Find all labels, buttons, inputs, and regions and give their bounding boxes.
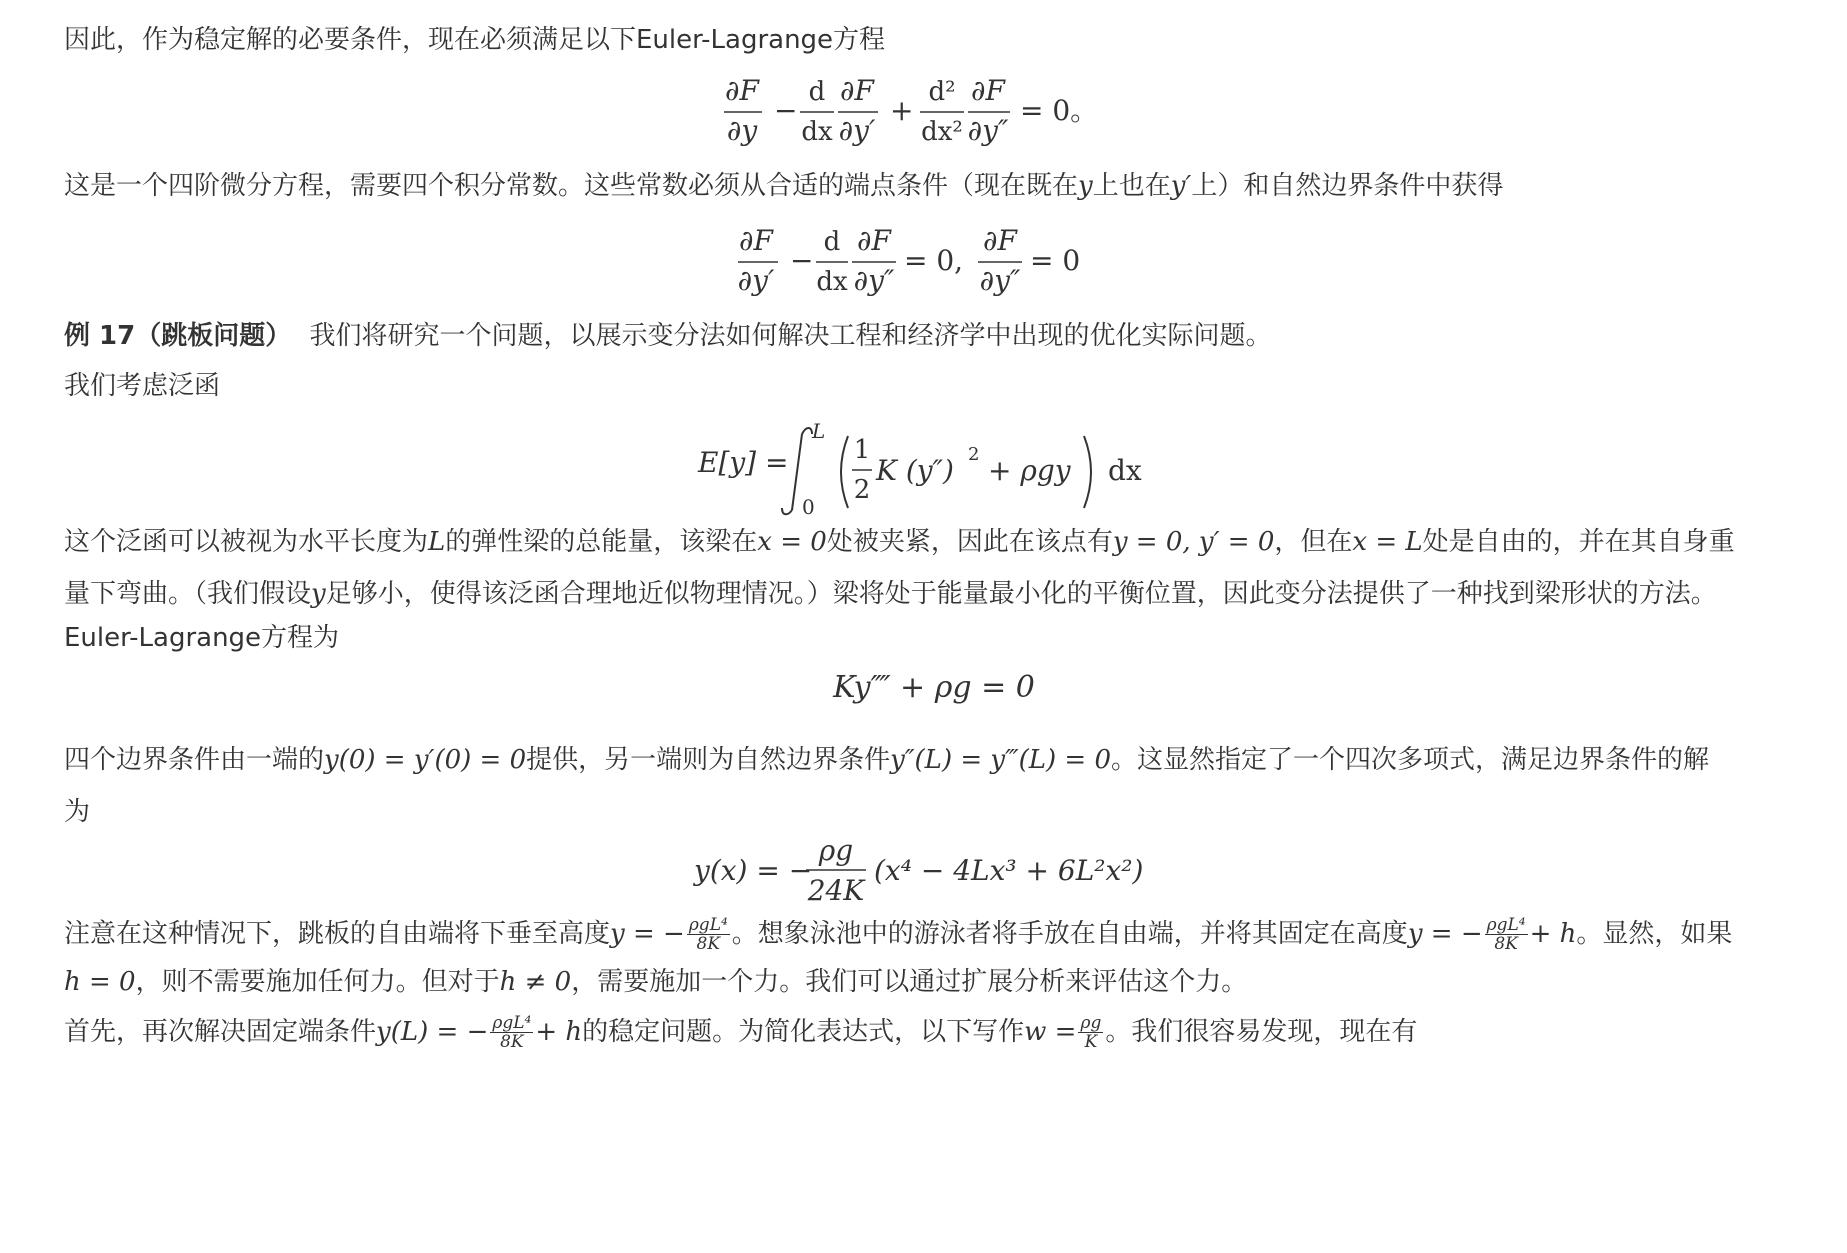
eq2-d-denominator: dx — [816, 267, 848, 297]
p7-height-den: 8K — [1494, 934, 1518, 954]
eq3-lhs: E[y] = — [698, 446, 789, 479]
intro-text: 因此，作为稳定解的必要条件，现在必须满足以下Euler-Lagrange方程 — [64, 25, 886, 55]
boundary-conditions-paragraph — [64, 734, 1794, 838]
eq1-term3-denominator: ∂y″ — [967, 114, 1009, 147]
eq2-a-denominator: ∂y′ — [737, 264, 775, 297]
eq1-minus: − — [774, 94, 798, 127]
example-17-paragraph — [64, 310, 1272, 362]
p8-height-den: 8K — [500, 1032, 524, 1052]
el-equation-label-text: Euler-Lagrange方程为 — [64, 623, 340, 653]
eq3-half-numerator: 1 — [853, 435, 871, 465]
p6-d: 为 — [64, 797, 91, 827]
eq1-plus: + — [890, 94, 914, 127]
p6-cond2: y″(L) = y‴(L) = 0 — [890, 745, 1112, 775]
eq3-lower-limit: 0 — [802, 495, 815, 519]
eq1-term2-numerator: ∂F — [840, 74, 874, 107]
p2-text-b: 上也在 — [1092, 171, 1171, 201]
p4-g: 足够小，使得该泛函合理地近似物理情况。）梁将处于能量最小化的平衡位置，因此变分法提供了一种找到梁形状的方法。 — [325, 579, 1717, 609]
p2-text-a: 这是一个四阶微分方程，需要四个积分常数。这些常数必须从合适的端点条件（现在既在 — [64, 171, 1079, 201]
eq1-term2-denominator: ∂y′ — [838, 114, 876, 147]
functional-intro-text: 我们考虑泛函 — [64, 371, 221, 401]
eq3-square: 2 — [968, 444, 980, 465]
p2-var-yprime: y′ — [1170, 171, 1192, 201]
p4-d: ，但在 — [1274, 527, 1353, 557]
natural-boundary-conditions — [736, 222, 1096, 302]
eq1-term1-denominator: ∂y — [726, 114, 758, 147]
eq3-upper-limit: L — [812, 419, 826, 443]
p8-w: w = — [1024, 1017, 1077, 1047]
p7-height-fraction — [1485, 916, 1528, 953]
fourth-order-paragraph — [64, 160, 1503, 212]
p7-f: ，需要施加一个力。我们可以通过扩展分析来评估这个力。 — [571, 967, 1248, 997]
p7-h0: h = 0 — [64, 967, 136, 997]
p7-sag-den: 8K — [696, 934, 721, 954]
eq5-denominator: 24K — [807, 874, 865, 907]
p7-b: 。想象泳池中的游泳者将手放在自由端，并将其固定在高度 — [731, 919, 1408, 949]
euler-lagrange-equation-4th-order — [722, 72, 1122, 152]
intro-paragraph — [64, 14, 885, 66]
springboard-force-paragraph — [64, 910, 1804, 1006]
eq1-d2-denominator: dx² — [921, 117, 963, 147]
eq3-dx: dx — [1108, 454, 1142, 487]
p7-d: 。显然，如果 — [1576, 919, 1733, 949]
eq3-rest: + ρgy — [988, 454, 1071, 487]
energy-functional-equation — [698, 420, 1158, 520]
eq2-equals-zero: = 0 — [1030, 244, 1081, 277]
eq3-body: K (y″) — [876, 454, 954, 487]
functional-intro — [64, 360, 220, 412]
el-equation-label — [64, 612, 339, 664]
eq2-minus: − — [790, 244, 814, 277]
p4-b: 的弹性梁的总能量，该梁在 — [445, 527, 758, 557]
eq1-term1-numerator: ∂F — [725, 74, 759, 107]
p7-y2: y = − — [1407, 919, 1483, 949]
beam-solution-equation — [694, 832, 1154, 912]
example-text: 我们将研究一个问题，以展示变分法如何解决工程和经济学中出现的优化实际问题。 — [309, 321, 1272, 351]
beam-description-paragraph — [64, 516, 1794, 620]
beam-el-equation-text: Ky⁗ + ρg = 0 — [833, 670, 1035, 705]
p2-var-y: y — [1078, 171, 1093, 201]
eq1-d-denominator: dx — [801, 117, 833, 147]
eq2-d-numerator: d — [823, 227, 841, 257]
eq2-equals-zero-comma: = 0, — [904, 244, 964, 277]
p4-c: 处被夹紧，因此在该点有 — [826, 527, 1113, 557]
p8-b: 的稳定问题。为简化表达式，以下写作 — [582, 1017, 1025, 1047]
p4-x0: x = 0 — [757, 527, 827, 557]
p2-text-c: 上）和自然边界条件中获得 — [1191, 171, 1504, 201]
p7-sag-num: ρgL⁴ — [688, 915, 728, 935]
p8-w-num: ρg — [1080, 1013, 1102, 1033]
eq1-d-numerator: d — [808, 77, 826, 107]
p4-f: 量下弯曲。（我们假设 — [64, 579, 312, 609]
p4-a: 这个泛函可以被视为水平长度为 — [64, 527, 429, 557]
p7-y1: y = − — [610, 919, 685, 949]
p8-w-den: K — [1084, 1032, 1098, 1052]
eq2-b-numerator: ∂F — [857, 224, 891, 257]
p6-c: 。这显然指定了一个四次多项式，满足边界条件的解 — [1111, 745, 1710, 775]
eq2-c-denominator: ∂y″ — [979, 264, 1021, 297]
eq2-a-numerator: ∂F — [739, 224, 773, 257]
example-label: 例 17（跳板问题） — [64, 321, 292, 351]
p4-L: L — [428, 527, 446, 557]
p8-c: 。我们很容易发现，现在有 — [1105, 1017, 1418, 1047]
eq3-half-denominator: 2 — [853, 475, 871, 505]
p7-plus-h: + h — [1529, 919, 1577, 949]
eq1-d2-numerator: d² — [928, 77, 956, 107]
p6-b: 提供，另一端则为自然边界条件 — [526, 745, 891, 775]
p8-w-fraction — [1078, 1014, 1103, 1051]
p6-a: 四个边界条件由一端的 — [64, 745, 325, 775]
p8-a: 首先，再次解决固定端条件 — [64, 1017, 377, 1047]
p4-yc: y = 0, y′ = 0 — [1112, 527, 1275, 557]
eq5-numerator: ρg — [818, 834, 854, 867]
p4-y: y — [311, 579, 326, 609]
p7-a: 注意在这种情况下，跳板的自由端将下垂至高度 — [64, 919, 611, 949]
p7-sag-fraction — [687, 916, 730, 953]
p6-cond1: y(0) = y′(0) = 0 — [324, 745, 527, 775]
p7-e: ，则不需要施加任何力。但对于 — [135, 967, 500, 997]
p8-yL: y(L) = − — [376, 1017, 489, 1047]
p8-height-num: ρgL⁴ — [492, 1013, 532, 1033]
eq2-c-numerator: ∂F — [983, 224, 1017, 257]
eq1-term3-numerator: ∂F — [971, 74, 1005, 107]
eq1-equals-zero: = 0。 — [1020, 94, 1099, 127]
p8-plus-h: + h — [535, 1017, 583, 1047]
beam-el-equation — [64, 670, 1804, 705]
p7-hn: h ≠ 0 — [499, 967, 572, 997]
fixed-end-paragraph — [64, 1006, 1804, 1058]
p4-xL: x = L — [1352, 527, 1423, 557]
eq2-b-denominator: ∂y″ — [853, 264, 895, 297]
p4-e: 处是自由的，并在其自身重 — [1422, 527, 1735, 557]
eq5-rhs: (x⁴ − 4Lx³ + 6L²x²) — [874, 854, 1144, 887]
eq5-lhs: y(x) = − — [694, 854, 813, 887]
p8-height-fraction — [490, 1014, 533, 1051]
p7-height-num: ρgL⁴ — [1486, 915, 1526, 935]
